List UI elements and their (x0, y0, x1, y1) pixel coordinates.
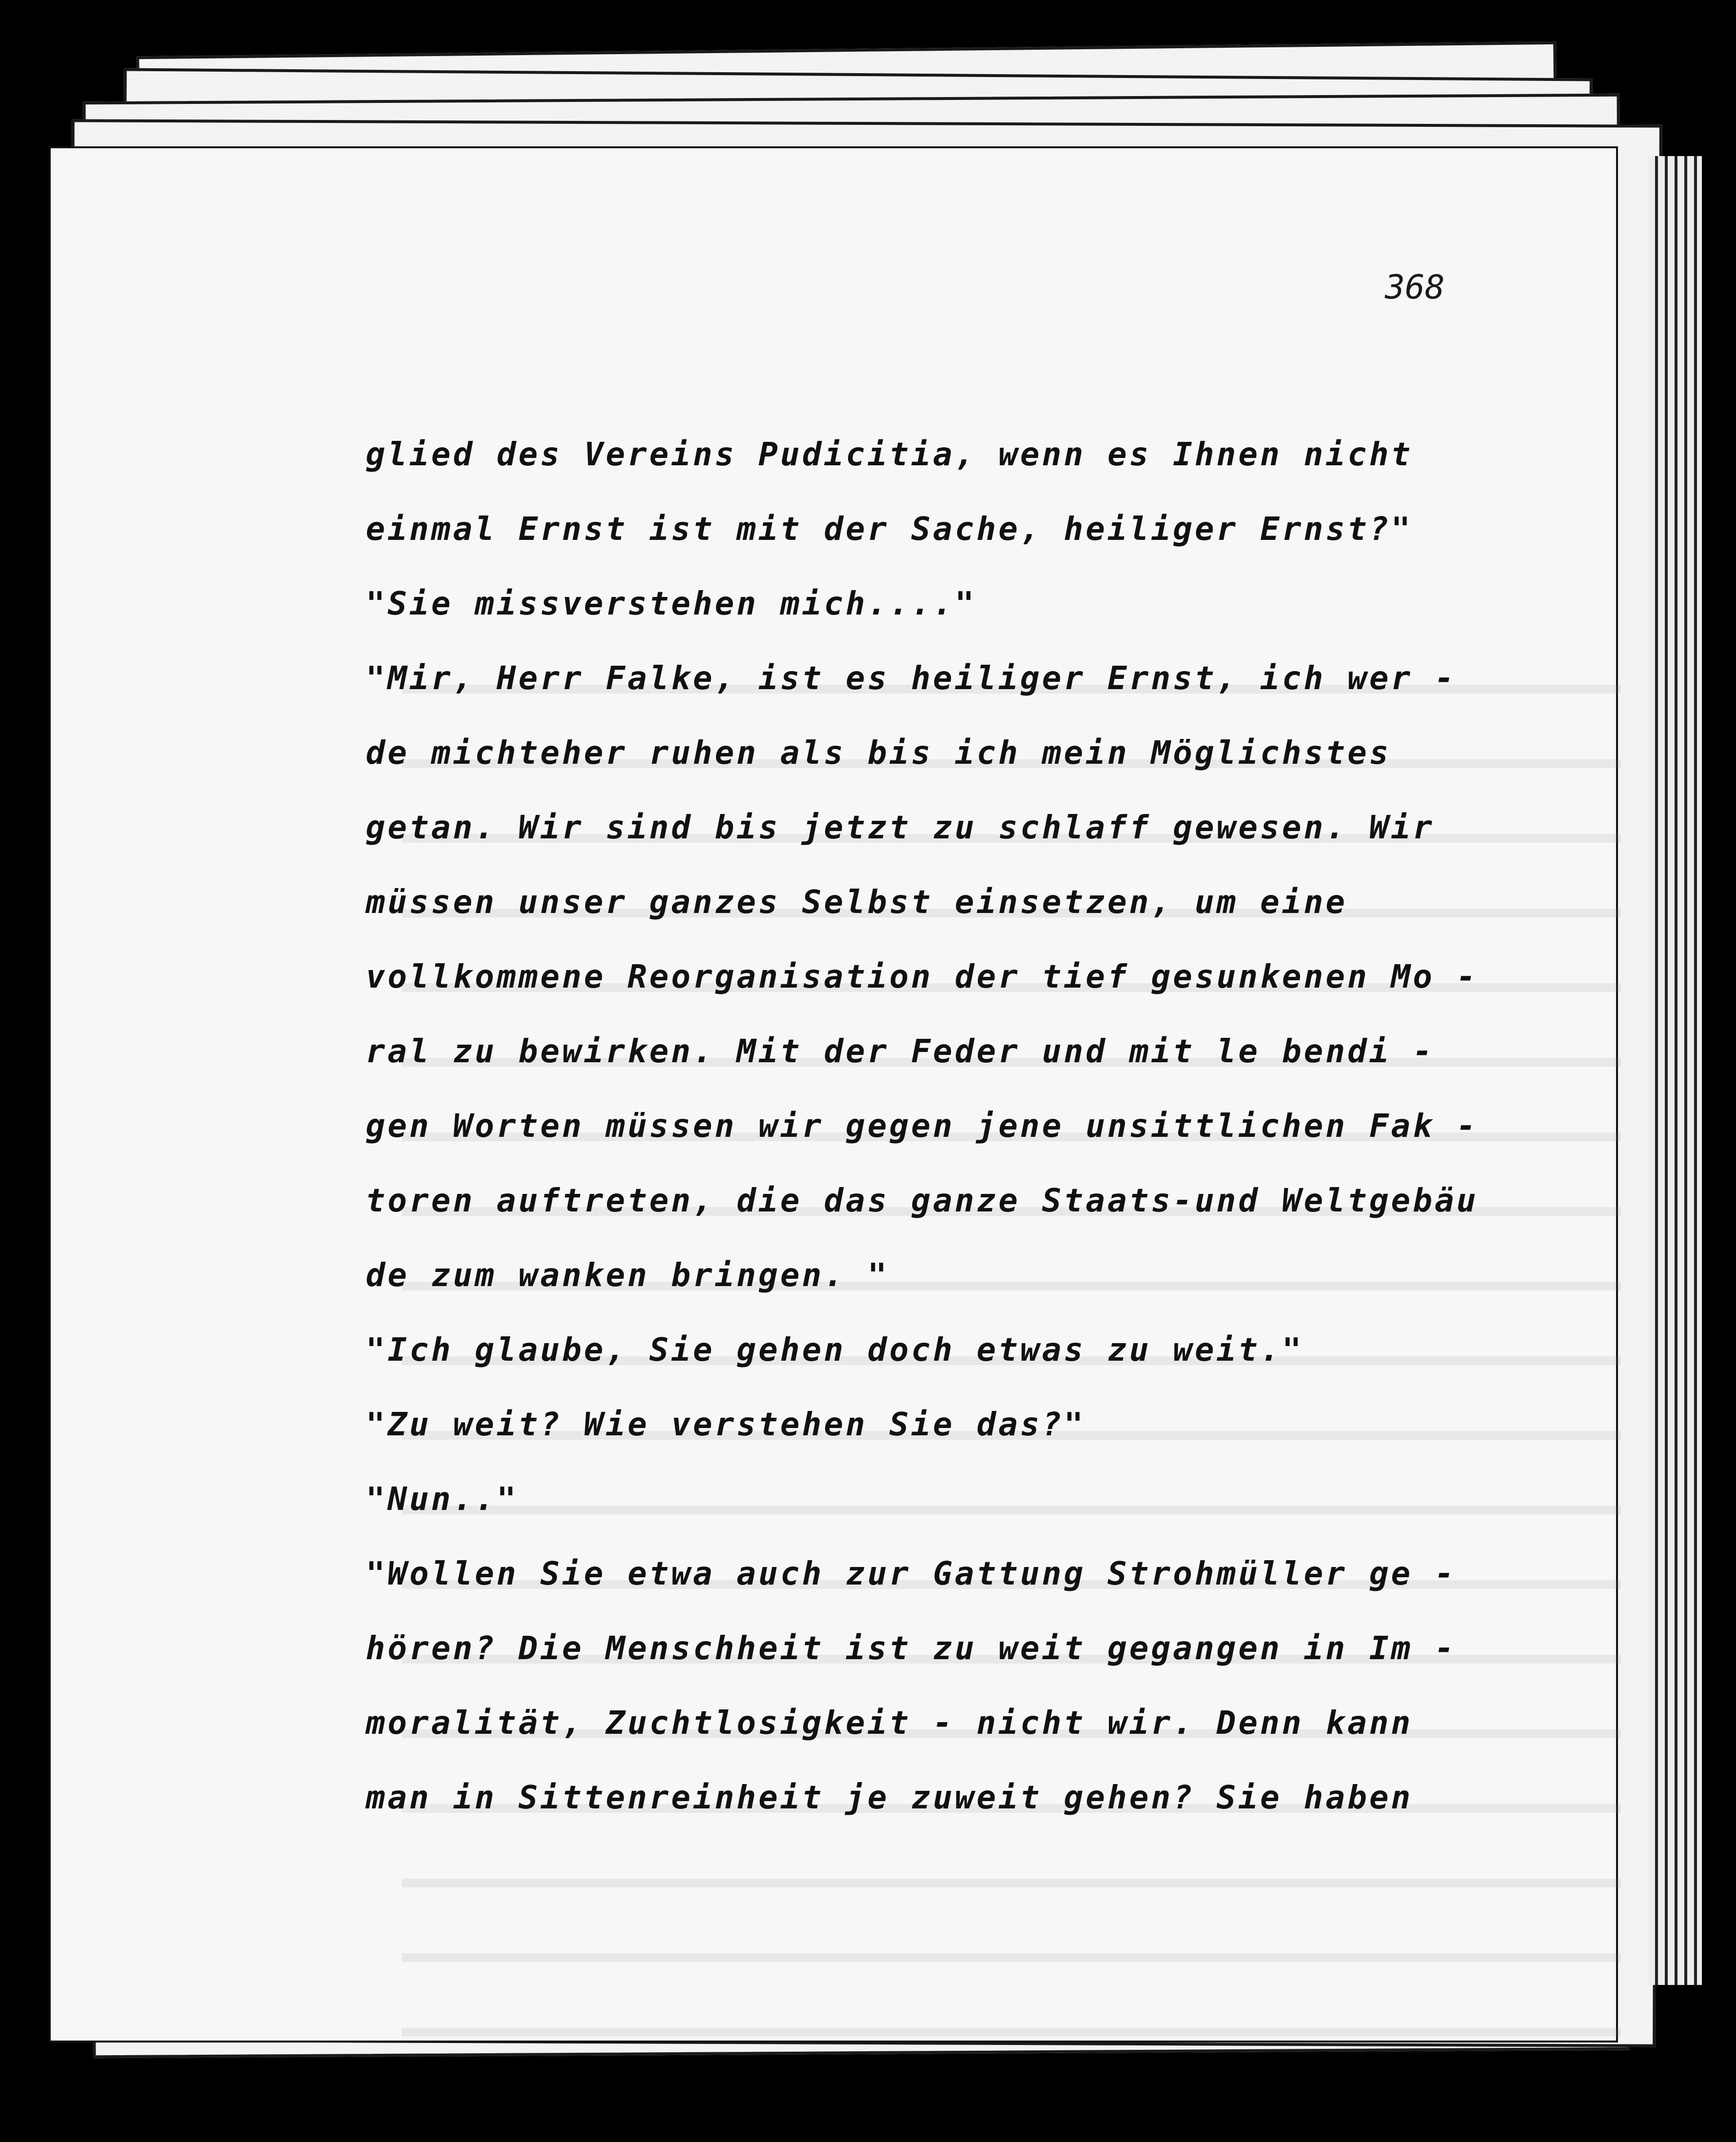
text-line: "Mir, Herr Falke, ist es heiliger Ernst, ich wer - (366, 659, 1457, 697)
text-line: glied des Vereins Pudicitia, wenn es Ihnen nicht (366, 436, 1413, 473)
text-line: hören? Die Menschheit ist zu weit gegangen in Im - (366, 1629, 1457, 1667)
text-line: de zum wanken bringen. " (366, 1256, 889, 1294)
text-body (366, 417, 1536, 1835)
text-line: ral zu bewirken. Mit der Feder und mit le bendi - (366, 1032, 1435, 1070)
text-line: "Sie missverstehen mich...." (366, 585, 977, 622)
text-line: vollkommene Reorganisation der tief gesunkenen Mo - (366, 958, 1479, 995)
page-stack-edge (1648, 156, 1702, 1985)
text-line: toren auftreten, die das ganze Staats-und Weltgebäu (366, 1182, 1479, 1219)
text-line: einmal Ernst ist mit der Sache, heiliger Ernst?" (366, 510, 1413, 548)
text-line: de michteher ruhen als bis ich mein Möglichstes (366, 734, 1391, 772)
text-line: man in Sittenreinheit je zuweit gehen? Sie haben (366, 1779, 1413, 1816)
text-line: moralität, Zuchtlosigkeit - nicht wir. Denn kann (366, 1704, 1413, 1742)
text-line: "Zu weit? Wie verstehen Sie das?" (366, 1406, 1086, 1443)
text-line: "Ich glaube, Sie gehen doch etwas zu weit." (366, 1331, 1304, 1368)
text-line: "Nun.." (366, 1480, 519, 1518)
page-number: 368 (1385, 268, 1445, 307)
text-line: gen Worten müssen wir gegen jene unsittlichen Fak - (366, 1107, 1479, 1145)
text-line: müssen unser ganzes Selbst einsetzen, um eine (366, 883, 1348, 921)
text-line: "Wollen Sie etwa auch zur Gattung Strohmüller ge - (366, 1555, 1457, 1592)
text-line: getan. Wir sind bis jetzt zu schlaff gewesen. Wir (366, 809, 1435, 846)
